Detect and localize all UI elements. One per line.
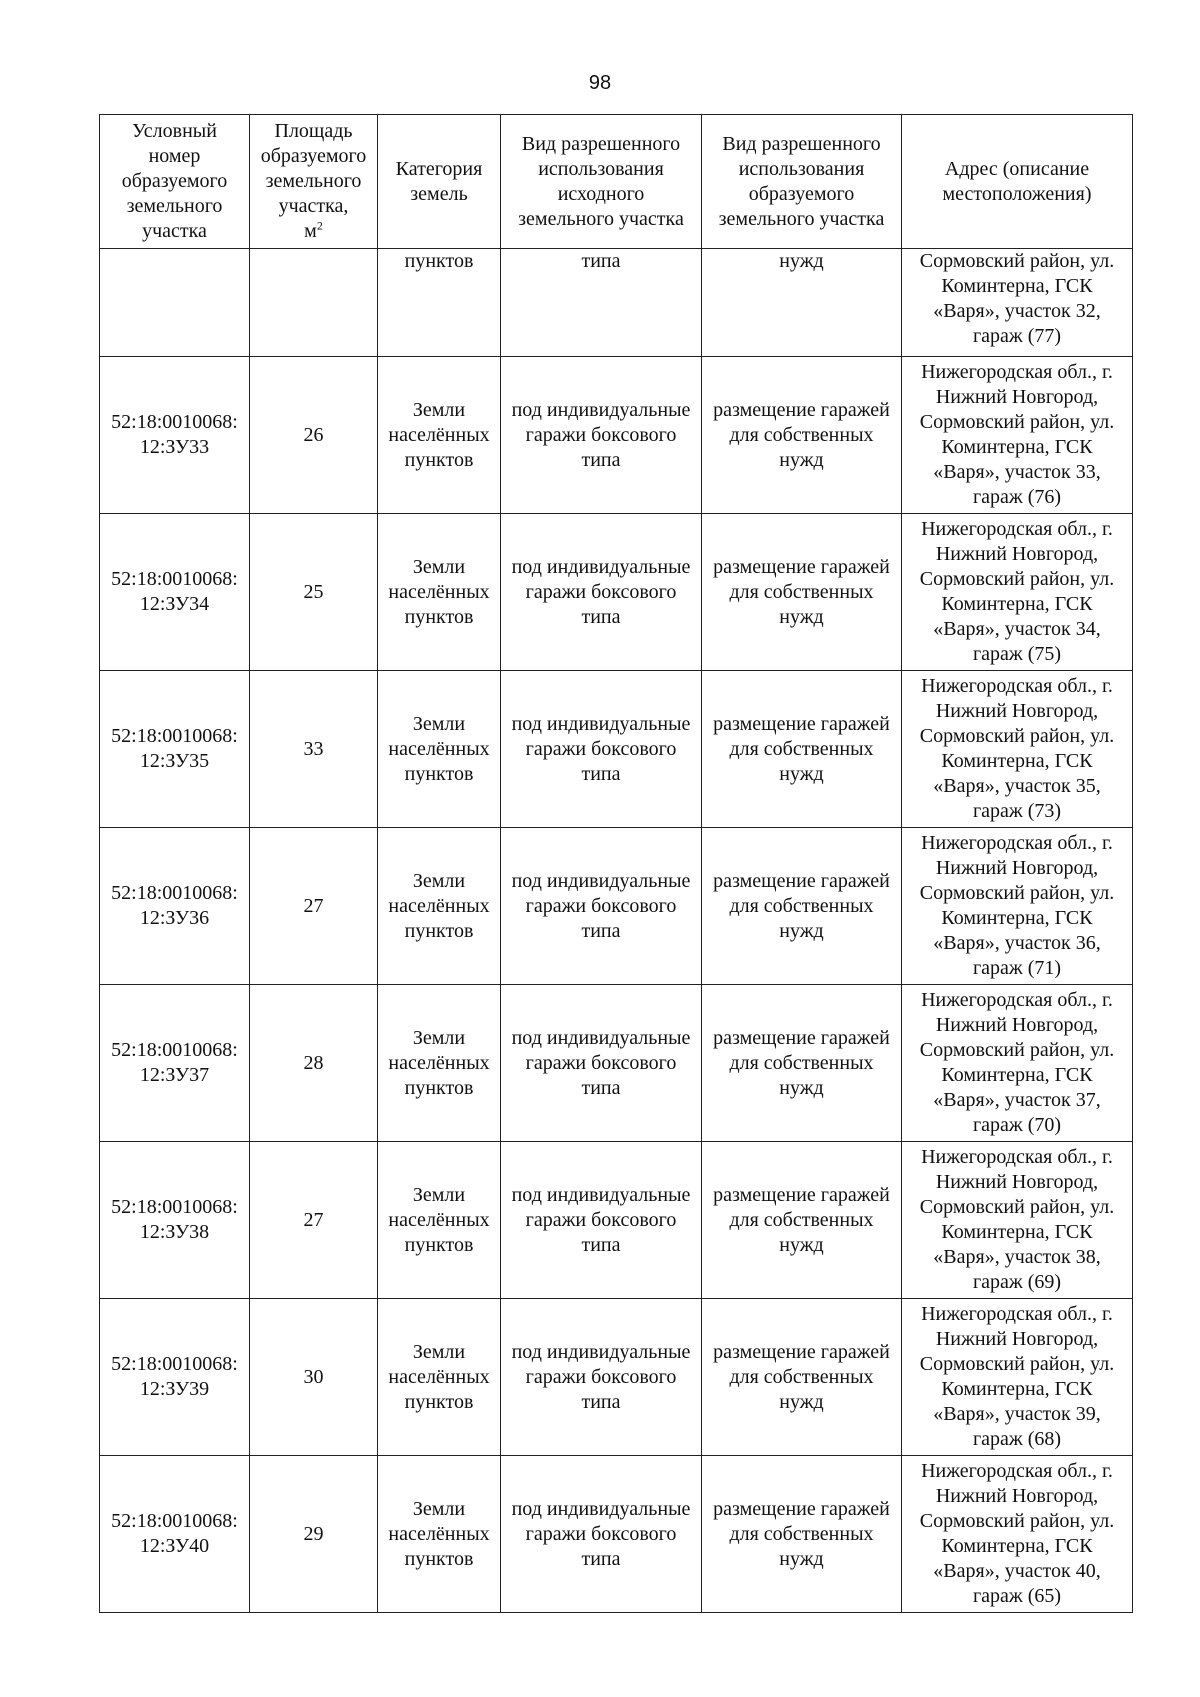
cell-plot-number: 52:18:0010068: 12:ЗУ40 [100,1456,250,1613]
table-row [100,514,1133,671]
area-unit: $м^2$ [304,218,323,242]
page-number: 98 [588,72,612,94]
cell-plot-number: 52:18:0010068: 12:ЗУ34 [100,514,250,671]
cell-new-use: размещение гаражей для собственных нужд [702,1142,902,1299]
cell-plot-number: 52:18:0010068: 12:ЗУ37 [100,985,250,1142]
land-plots-table [99,114,1133,1613]
cell-original-use: под индивидуальные гаражи боксового типа [501,828,702,985]
cell-plot-area: 25 [250,514,378,671]
cell-plot-area: 27 [250,828,378,985]
table-row-continuation [100,249,1133,357]
cell-new-use: размещение гаражей для собственных нужд [702,357,902,514]
cell-new-use: нужд [702,249,902,357]
cell-plot-number: 52:18:0010068: 12:ЗУ35 [100,671,250,828]
cell-land-category: Земли населённых пунктов [378,828,501,985]
cell-address: Нижегородская обл., г. Нижний Новгород, Сормовский район, ул. Коминтерна, ГСК «Варя», участок 37, гараж (70) [902,985,1133,1142]
cell-address: Нижегородская обл., г. Нижний Новгород, Сормовский район, ул. Коминтерна, ГСК «Варя», участок 34, гараж (75) [902,514,1133,671]
cell-address: Нижегородская обл., г. Нижний Новгород, Сормовский район, ул. Коминтерна, ГСК «Варя», участок 35, гараж (73) [902,671,1133,828]
cell-address: Нижегородская обл., г. Нижний Новгород, Сормовский район, ул. Коминтерна, ГСК «Варя», участок 39, гараж (68) [902,1299,1133,1456]
table-row [100,828,1133,985]
cell-address: Нижегородская обл., г. Нижний Новгород, Сормовский район, ул. Коминтерна, ГСК «Варя», участок 40, гараж (65) [902,1456,1133,1613]
cell-plot-area: 26 [250,357,378,514]
header-land-category: Категория земель [378,115,501,249]
cell-new-use: размещение гаражей для собственных нужд [702,828,902,985]
header-plot-number: Условный номер образуемого земельного участка [100,115,250,249]
cell-address: Сормовский район, ул. Коминтерна, ГСК «Варя», участок 32, гараж (77) [902,249,1133,357]
header-new-use: Вид разрешенного использования образуемого земельного участка [702,115,902,249]
cell-plot-area: 30 [250,1299,378,1456]
table-row [100,985,1133,1142]
cell-land-category: Земли населённых пунктов [378,357,501,514]
cell-land-category: Земли населённых пунктов [378,514,501,671]
table-row [100,1299,1133,1456]
cell-plot-area: 29 [250,1456,378,1613]
header-original-use: Вид разрешенного использования исходного земельного участка [501,115,702,249]
cell-land-category: Земли населённых пунктов [378,1299,501,1456]
cell-plot-area: 28 [250,985,378,1142]
header-plot-area: Площадь образуемого земельного участка, $м^2$ [250,115,378,249]
cell-plot-number: 52:18:0010068: 12:ЗУ36 [100,828,250,985]
cell-new-use: размещение гаражей для собственных нужд [702,514,902,671]
cell-original-use: под индивидуальные гаражи боксового типа [501,357,702,514]
cell-original-use: под индивидуальные гаражи боксового типа [501,985,702,1142]
cell-original-use: под индивидуальные гаражи боксового типа [501,514,702,671]
cell-land-category: пунктов [378,249,501,357]
cell-land-category: Земли населённых пунктов [378,1456,501,1613]
cell-new-use: размещение гаражей для собственных нужд [702,1456,902,1613]
cell-land-category: Земли населённых пунктов [378,1142,501,1299]
cell-plot-number [100,249,250,357]
cell-original-use: под индивидуальные гаражи боксового типа [501,671,702,828]
cell-land-category: Земли населённых пунктов [378,671,501,828]
table-header-row [100,115,1133,249]
cell-new-use: размещение гаражей для собственных нужд [702,671,902,828]
cell-plot-number: 52:18:0010068: 12:ЗУ39 [100,1299,250,1456]
cell-original-use: типа [501,249,702,357]
table-row [100,357,1133,514]
cell-plot-area: 27 [250,1142,378,1299]
cell-original-use: под индивидуальные гаражи боксового типа [501,1456,702,1613]
cell-new-use: размещение гаражей для собственных нужд [702,1299,902,1456]
table-row [100,1456,1133,1613]
cell-original-use: под индивидуальные гаражи боксового типа [501,1142,702,1299]
header-address: Адрес (описание местоположения) [902,115,1133,249]
cell-address: Нижегородская обл., г. Нижний Новгород, Сормовский район, ул. Коминтерна, ГСК «Варя», участок 33, гараж (76) [902,357,1133,514]
cell-original-use: под индивидуальные гаражи боксового типа [501,1299,702,1456]
cell-plot-area [250,249,378,357]
table-row [100,671,1133,828]
cell-land-category: Земли населённых пунктов [378,985,501,1142]
cell-address: Нижегородская обл., г. Нижний Новгород, Сормовский район, ул. Коминтерна, ГСК «Варя», участок 36, гараж (71) [902,828,1133,985]
cell-new-use: размещение гаражей для собственных нужд [702,985,902,1142]
table-row [100,1142,1133,1299]
cell-plot-number: 52:18:0010068: 12:ЗУ33 [100,357,250,514]
cell-plot-area: 33 [250,671,378,828]
cell-plot-number: 52:18:0010068: 12:ЗУ38 [100,1142,250,1299]
cell-address: Нижегородская обл., г. Нижний Новгород, Сормовский район, ул. Коминтерна, ГСК «Варя», участок 38, гараж (69) [902,1142,1133,1299]
